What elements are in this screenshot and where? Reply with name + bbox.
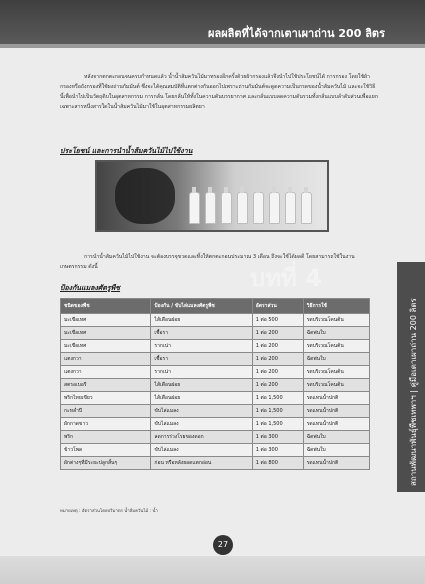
table-cell: สตรอเบอรี (61, 379, 151, 392)
table-cell: ฉีดพ่นใบ (303, 353, 369, 366)
table-cell: รดบริเวณโคนต้น (303, 366, 369, 379)
table-cell: รดแทนน้ำปกติ (303, 457, 369, 470)
table-cell: ฉีดพ่นใบ (303, 431, 369, 444)
footer-band (0, 556, 425, 584)
table-row (61, 353, 370, 366)
table-cell: 1 ต่อ 200 (252, 366, 303, 379)
table-cell: 1 ต่อ 1,500 (252, 405, 303, 418)
table-cell: กะหล่ำปี (61, 405, 151, 418)
table-cell: แตงกวา (61, 353, 151, 366)
table-row (61, 405, 370, 418)
table-row (61, 314, 370, 327)
table-cell: ไส้เดือนฝอย (151, 392, 252, 405)
section-title-pest: ป้องกันแมลงศัตรูพืช (60, 284, 121, 292)
table-cell: ขับไล่แมลง (151, 418, 252, 431)
bottle (253, 192, 264, 224)
header-stripe (0, 44, 425, 48)
table-cell: 1 ต่อ 300 (252, 444, 303, 457)
table-header: ชนิดของพืช (61, 299, 151, 314)
table-cell: รากเน่า (151, 340, 252, 353)
table-cell: มะเขือเทศ (61, 314, 151, 327)
table-cell: รดแทนน้ำปกติ (303, 392, 369, 405)
table-note: หมายเหตุ : อัตราส่วนโดยปริมาตร น้ำส้มควันไม้ : น้ำ (60, 509, 158, 514)
table-cell: รดบริเวณโคนต้น (303, 379, 369, 392)
bottle (269, 192, 280, 224)
table-cell: 1 ต่อ 500 (252, 314, 303, 327)
side-tab-label: สถานพัฒนาพันธุ์พืชเทพาฯ | คู่มือเตาเผาถ่าน 200 ลิตร (409, 298, 418, 486)
bottle (221, 192, 232, 224)
pest-control-table (60, 298, 370, 470)
section-title-usage: ประโยชน์ และการนำน้ำส้มควันไม้ไปใช้งาน (60, 147, 193, 155)
photo-shadow (115, 168, 175, 224)
table-cell: รดแทนน้ำปกติ (303, 405, 369, 418)
table-row (61, 431, 370, 444)
table-cell: มะเขือเทศ (61, 340, 151, 353)
bottles-photo (95, 160, 329, 232)
bottle (301, 192, 312, 224)
table-cell: 1 ต่อ 1,500 (252, 418, 303, 431)
table-cell: ข้าวโพด (61, 444, 151, 457)
usage-paragraph: การนำน้ำส้มควันไม้ไปใช้งาน จะต้องบรรจุขวดและทิ้งให้ตกตะกอนประมาณ 3 เดือน ถึงจะใช้ได้ผลดี โดยสามารถใช้ในงานเกษตรกรรม ดังนี้ (60, 254, 355, 270)
table-row (61, 418, 370, 431)
table-header: วิธีการใช้ (303, 299, 369, 314)
table-row (61, 392, 370, 405)
table-cell: พริกไทยเขียว (61, 392, 151, 405)
table-cell: 1 ต่อ 200 (252, 327, 303, 340)
table-row (61, 457, 370, 470)
table-cell: แตงกวา (61, 366, 151, 379)
chapter-title: ผลผลิตที่ได้จากเตาเผาถ่าน 200 ลิตร (208, 27, 385, 40)
table-cell: รากเน่า (151, 366, 252, 379)
table-cell: 1 ต่อ 200 (252, 340, 303, 353)
table-cell: ก่อน หรือหลังยอดแตกอ่อน (151, 457, 252, 470)
table-cell: รดบริเวณโคนต้น (303, 314, 369, 327)
table-cell: 1 ต่อ 300 (252, 431, 303, 444)
table-cell: ไส้เดือนฝอย (151, 314, 252, 327)
bottle (205, 192, 216, 224)
table-cell: เชื้อรา (151, 353, 252, 366)
table-cell: ผักกาดขาว (61, 418, 151, 431)
chapter-watermark: บทที่ 4 (250, 264, 322, 292)
table-cell: ลดการร่วงโรยของดอก (151, 431, 252, 444)
table-row (61, 444, 370, 457)
table-cell: รดบริเวณโคนต้น (303, 340, 369, 353)
bottle (285, 192, 296, 224)
table-header-row (61, 299, 370, 314)
page-number: 27 (213, 535, 233, 555)
table-cell: 1 ต่อ 200 (252, 353, 303, 366)
table-row (61, 379, 370, 392)
table-cell: 1 ต่อ 1,500 (252, 392, 303, 405)
table-cell: พริก (61, 431, 151, 444)
table-header: ป้องกัน / ขับไล่แมลงศัตรูพืช (151, 299, 252, 314)
table-cell: ฉีดพ่นใบ (303, 444, 369, 457)
table-cell: รดแทนน้ำปกติ (303, 418, 369, 431)
table-cell: เชื้อรา (151, 327, 252, 340)
table-cell: มะเขือเทศ (61, 327, 151, 340)
bottle (237, 192, 248, 224)
table-row (61, 340, 370, 353)
table-cell: ไส้เดือนฝอย (151, 379, 252, 392)
table-cell: ผักต่างๆที่มีระยะปลูกสั้นๆ (61, 457, 151, 470)
table-cell: ขับไล่แมลง (151, 444, 252, 457)
table-row (61, 327, 370, 340)
intro-paragraph: หลังจากตกตะกอนจนครบกำหนดแล้ว น้ำน้ำส้มควันไม้มาทรองอีกครั้งด้วยผ้ากรองแล้วจึงนำไปใช้ประโยชน์ได้ การกรอง โดยใช้ผ้ากรองหรือถังกรองที่ใช้ผงถ่านกัมมันต์ ซึ่งจะได้คุณสมบัติที่แตกต่างกันออกไปเพราะถ่านกัมมันต์จะดูดความเป็นกรดของน้ำส้มควันไม้ และจะใช้วิธีนี้เพื่อนำไปเป็นวัตถุดิบในอุตสาหกรรม การกลั่น โดยกลั่นให้ทั้งในความดันบรรยากาศ และกลั่นแบบลดความดันรวมทั้งกลั่นแบบลำดับส่วนเพื่อแยกเฉพาะสารหนึ่งสารใดในน้ำส้มควันไม้มาใช้ในอุตสาหกรรมผลิตยา (60, 74, 378, 110)
table-cell: ขับไล่แมลง (151, 405, 252, 418)
table-row (61, 366, 370, 379)
table-cell: 1 ต่อ 800 (252, 457, 303, 470)
table-header: อัตราส่วน (252, 299, 303, 314)
bottle (189, 192, 200, 224)
table-cell: ฉีดพ่นใบ (303, 327, 369, 340)
table-cell: 1 ต่อ 200 (252, 379, 303, 392)
